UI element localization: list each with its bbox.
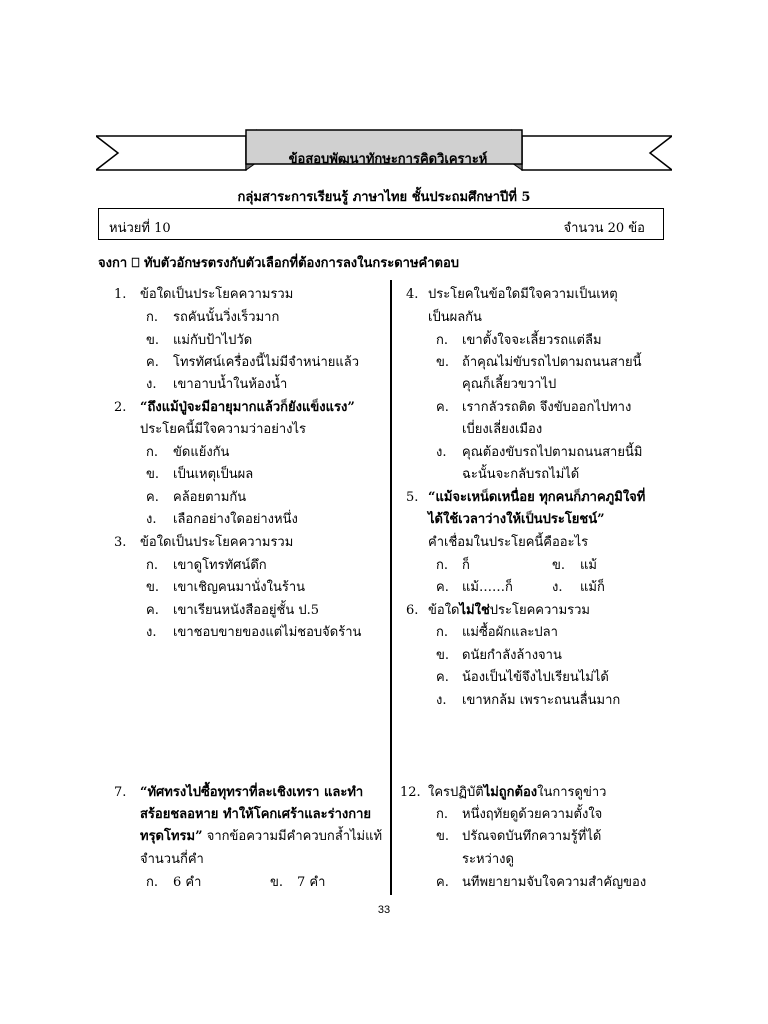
q1-opt-d-key: ง. xyxy=(146,377,157,392)
q2-quote: “ถึงแม้ปู่จะมีอายุมากแล้วก็ยังแข็งแรง” xyxy=(140,400,355,415)
q7-line3-quote: ทรุดโทรม” xyxy=(140,829,203,844)
q3-opt-a-key: ก. xyxy=(146,558,159,573)
q2-opt-b-key: ข. xyxy=(146,467,160,482)
q7-opt-a: 6 คำ xyxy=(173,875,202,890)
q12-opt-b-key: ข. xyxy=(436,829,450,844)
q4-opt-a: เขาตั้งใจจะเลี้ยวรถแต่ลืม xyxy=(462,333,602,348)
q1-text: ข้อใดเป็นประโยคความรวม xyxy=(140,287,294,302)
q6-opt-c: น้องเป็นไข้จึงไปเรียนไม่ได้ xyxy=(462,670,609,685)
question-count: จำนวน 20 ข้อ xyxy=(563,221,645,236)
q5-line2: ได้ใช้เวลาว่างให้เป็นประโยชน์” xyxy=(428,512,605,527)
q5-line3: คำเชื่อมในประโยคนี้คืออะไร xyxy=(428,535,589,550)
q6-opt-d-key: ง. xyxy=(436,693,447,708)
q4-opt-c-key: ค. xyxy=(436,400,449,415)
q2-opt-c-key: ค. xyxy=(146,490,159,505)
q12-opt-c: นทีพยายามจับใจความสำคัญของ xyxy=(462,875,647,890)
q1-opt-d: เขาอาบน้ำในห้องน้ำ xyxy=(173,377,288,392)
q5-opt-d-key: ง. xyxy=(552,580,563,595)
q12-text xyxy=(428,784,606,802)
q3-opt-c-key: ค. xyxy=(146,603,159,618)
q5-opt-d: แม้ก็ xyxy=(580,580,605,595)
q4-opt-b-key: ข. xyxy=(436,355,450,370)
q12-opt-b-line1: ปรัณจดบันทึกความรู้ที่ได้ xyxy=(462,829,602,844)
q1-opt-a-key: ก. xyxy=(146,310,159,325)
q5-line1: “แม้จะเหน็ดเหนื่อย ทุกคนก็ภาคภูมิใจที่ xyxy=(428,490,646,505)
page-number: 33 xyxy=(377,904,391,916)
q6-opt-d: เขาหกล้ม เพราะถนนลื่นมาก xyxy=(462,693,621,708)
q2-number: 2. xyxy=(114,400,127,415)
q3-opt-c: เขาเรียนหนังสืออยู่ชั้น ป.5 xyxy=(173,603,320,618)
q1-opt-a: รถคันนั้นวิ่งเร็วมาก xyxy=(173,310,280,325)
q1-opt-c-key: ค. xyxy=(146,355,159,370)
q7-number: 7. xyxy=(114,785,127,800)
q12-text-pre: ใครปฏิบัติ xyxy=(428,785,484,800)
q3-opt-d-key: ง. xyxy=(146,625,157,640)
q4-opt-d-line2: ฉะนั้นจะกลับรถไม่ได้ xyxy=(462,467,580,482)
q1-opt-b-key: ข. xyxy=(146,333,160,348)
q5-opt-a-key: ก. xyxy=(436,558,449,573)
subject-subtitle: กลุ่มสาระการเรียนรู้ ภาษาไทย ชั้นประถมศึกษาปีที่ 5 xyxy=(237,190,531,205)
q7-opt-b: 7 คำ xyxy=(297,875,326,890)
q6-opt-c-key: ค. xyxy=(436,670,449,685)
q2-opt-c: คล้อยตามกัน xyxy=(173,490,247,505)
q6-text-post: ประโยคความรวม xyxy=(489,603,590,618)
q3-text: ข้อใดเป็นประโยคความรวม xyxy=(140,535,294,550)
q12-opt-a-key: ก. xyxy=(436,807,449,822)
q1-opt-b: แม่กับป้าไปวัด xyxy=(173,333,253,348)
instruction: จงกา ⎕ ทับตัวอักษรตรงกับตัวเลือกที่ต้องการลงในกระดาษคำตอบ xyxy=(98,256,460,271)
q6-opt-a: แม่ซื้อผักและปลา xyxy=(462,625,558,640)
unit-label: หน่วยที่ 10 xyxy=(109,221,171,236)
q2-opt-d: เลือกอย่างใดอย่างหนึ่ง xyxy=(173,512,298,527)
q2-opt-a: ขัดแย้งกัน xyxy=(173,445,230,460)
q12-text-bold: ไม่ถูกต้อง xyxy=(483,785,538,800)
q7-opt-b-key: ข. xyxy=(270,875,284,890)
q6-text-pre: ข้อใด xyxy=(428,603,460,618)
q2-text: ประโยคนี้มีใจความว่าอย่างไร xyxy=(140,422,306,437)
q12-opt-c-key: ค. xyxy=(436,875,449,890)
q4-opt-d-key: ง. xyxy=(436,445,447,460)
q4-opt-c-line1: เรากลัวรถติด จึงขับออกไปทาง xyxy=(462,400,632,415)
column-divider xyxy=(390,280,392,895)
q12-text-post: ในการดูข่าว xyxy=(537,785,607,800)
q5-opt-c-key: ค. xyxy=(436,580,449,595)
q2-opt-b: เป็นเหตุเป็นผล xyxy=(173,467,254,482)
q12-opt-b-line2: ระหว่างดู xyxy=(462,852,514,867)
q4-opt-a-key: ก. xyxy=(436,333,449,348)
q7-line3 xyxy=(140,828,382,846)
q1-opt-c: โทรทัศน์เครื่องนี้ไม่มีจำหน่ายแล้ว xyxy=(173,355,360,370)
q6-opt-b-key: ข. xyxy=(436,648,450,663)
q3-opt-d: เขาชอบขายของแต่ไม่ชอบจัดร้าน xyxy=(173,625,362,640)
q6-text-bold: ไม่ใช่ xyxy=(459,603,490,618)
exam-title: ข้อสอบพัฒนาทักษะการคิดวิเคราะห์ xyxy=(288,152,488,167)
q5-opt-a: ก็ xyxy=(462,558,470,573)
q5-opt-b: แม้ xyxy=(580,558,597,573)
q12-opt-a: หนึ่งฤทัยดูด้วยความตั้งใจ xyxy=(462,807,603,822)
q6-number: 6. xyxy=(406,603,419,618)
q12-number: 12. xyxy=(400,785,421,800)
q7-line2: สร้อยชลอหาย ทำให้โคกเศร้าและร่างกาย xyxy=(140,807,372,822)
q4-number: 4. xyxy=(406,287,419,302)
q4-opt-d-line1: คุณต้องขับรถไปตามถนนสายนี้มิ xyxy=(462,445,643,460)
q5-opt-b-key: ข. xyxy=(552,558,566,573)
q5-number: 5. xyxy=(406,490,419,505)
q6-text xyxy=(428,602,590,620)
q3-opt-b: เขาเชิญคนมานั่งในร้าน xyxy=(173,580,306,595)
unit-box xyxy=(98,208,664,240)
q7-opt-a-key: ก. xyxy=(146,875,159,890)
q2-opt-d-key: ง. xyxy=(146,512,157,527)
q7-line1: “ทัศทรงไปซื้อทุทราที่ละเชิงเทรา และทำ xyxy=(140,785,364,800)
q4-opt-b-line1: ถ้าคุณไม่ขับรถไปตามถนนสายนี้ xyxy=(462,355,642,370)
title-ribbon xyxy=(96,108,672,180)
q6-opt-b: ดนัยกำลังล้างจาน xyxy=(462,648,562,663)
q3-opt-a: เขาดูโทรทัศน์ดึก xyxy=(173,558,267,573)
q7-line3-text: จากข้อความมีคำควบกล้ำไม่แท้ xyxy=(202,829,383,844)
q4-opt-c-line2: เบี่ยงเลี่ยงเมือง xyxy=(462,422,543,437)
q2-opt-a-key: ก. xyxy=(146,445,159,460)
q4-line2: เป็นผลกัน xyxy=(428,310,482,325)
q3-number: 3. xyxy=(114,535,127,550)
q4-opt-b-line2: คุณก็เลี้ยวขวาไป xyxy=(462,377,557,392)
q3-opt-b-key: ข. xyxy=(146,580,160,595)
q5-opt-c: แม้……ก็ xyxy=(462,580,513,595)
q1-number: 1. xyxy=(114,287,127,302)
q7-line4: จำนวนกี่คำ xyxy=(140,852,204,867)
q4-line1: ประโยคในข้อใดมีใจความเป็นเหตุ xyxy=(428,287,618,302)
q6-opt-a-key: ก. xyxy=(436,625,449,640)
